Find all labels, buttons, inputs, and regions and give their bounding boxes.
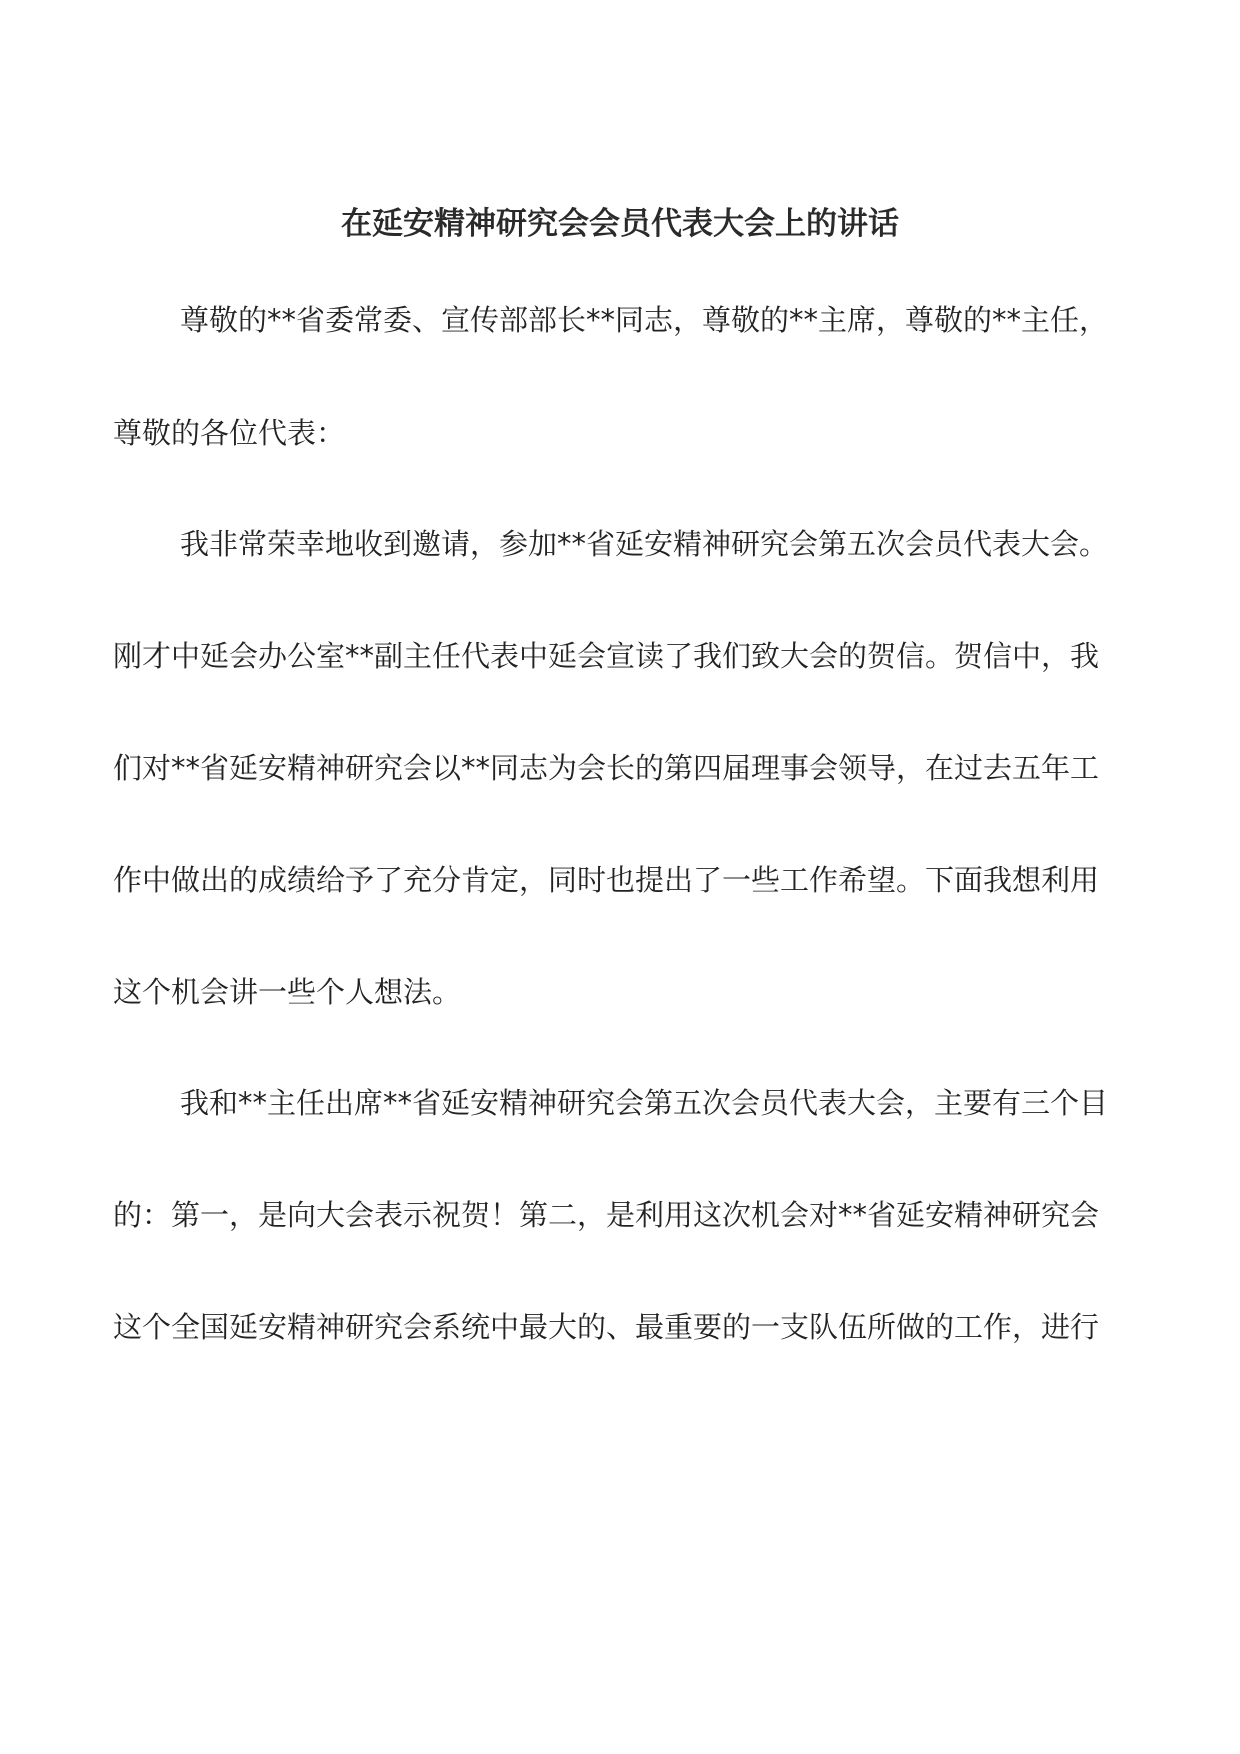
paragraph-line: 们对**省延安精神研究会以**同志为会长的第四届理事会领导，在过去五年工	[113, 751, 1100, 785]
paragraph-line: 刚才中延会办公室**副主任代表中延会宣读了我们致大会的贺信。贺信中，我	[113, 639, 1100, 673]
paragraph-line: 作中做出的成绩给予了充分肯定，同时也提出了一些工作希望。下面我想利用	[113, 863, 1100, 897]
document-title: 在延安精神研究会会员代表大会上的讲话	[341, 206, 899, 242]
paragraph-line: 我非常荣幸地收到邀请，参加**省延安精神研究会第五次会员代表大会。	[180, 527, 1109, 561]
paragraph-line: 的：第一，是向大会表示祝贺！第二，是利用这次机会对**省延安精神研究会	[113, 1198, 1100, 1232]
paragraph-line: 这个机会讲一些个人想法。	[113, 975, 462, 1009]
paragraph-line: 我和**主任出席**省延安精神研究会第五次会员代表大会，主要有三个目	[180, 1086, 1109, 1120]
paragraph-line: 尊敬的各位代表：	[113, 416, 346, 450]
paragraph-line: 尊敬的**省委常委、宣传部部长**同志，尊敬的**主席，尊敬的**主任，	[180, 303, 1109, 337]
paragraph-line: 这个全国延安精神研究会系统中最大的、最重要的一支队伍所做的工作，进行	[113, 1310, 1100, 1344]
